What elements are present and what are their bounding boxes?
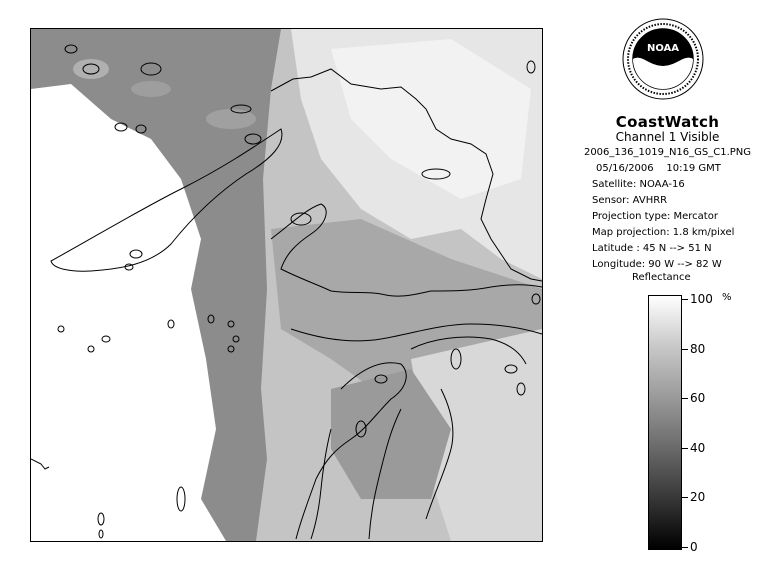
legend-unit: % xyxy=(722,292,732,303)
colorbar-tick xyxy=(682,349,688,350)
time-value: 10:19 GMT xyxy=(666,163,721,174)
projection-type-info: Projection type: Mercator xyxy=(592,211,718,222)
colorbar-tick-label: 0 xyxy=(690,540,698,554)
file-name: 2006_136_1019_N16_GS_C1.PNG xyxy=(583,147,752,158)
colorbar-tick xyxy=(682,299,688,300)
svg-text:NOAA: NOAA xyxy=(646,43,680,54)
colorbar-tick-label: 40 xyxy=(690,440,706,455)
colorbar-tick-label: 80 xyxy=(690,341,706,356)
product-title: CoastWatch xyxy=(615,113,720,131)
colorbar-tick xyxy=(682,448,688,449)
map-imagery xyxy=(31,29,542,541)
satellite-info: Satellite: NOAA-16 xyxy=(592,179,685,190)
legend-title: Reflectance xyxy=(632,272,691,283)
sensor-info: Sensor: AVHRR xyxy=(592,195,668,206)
latitude-info: Latitude : 45 N --> 51 N xyxy=(592,243,712,254)
colorbar-tick-label: 20 xyxy=(690,490,706,505)
colorbar-tick xyxy=(682,547,688,548)
date-value: 05/16/2006 xyxy=(596,163,654,174)
colorbar-tick-label: 100 xyxy=(690,292,713,306)
date-time xyxy=(596,163,721,174)
satellite-map xyxy=(30,28,543,542)
reflectance-colorbar xyxy=(648,295,682,550)
noaa-logo-icon xyxy=(622,18,704,100)
colorbar-tick-label: 60 xyxy=(690,391,706,406)
longitude-info: Longitude: 90 W --> 82 W xyxy=(592,259,722,270)
map-projection-info: Map projection: 1.8 km/pixel xyxy=(592,227,735,238)
channel-label: Channel 1 Visible xyxy=(615,130,720,144)
colorbar-tick xyxy=(682,497,688,498)
colorbar-tick xyxy=(682,398,688,399)
